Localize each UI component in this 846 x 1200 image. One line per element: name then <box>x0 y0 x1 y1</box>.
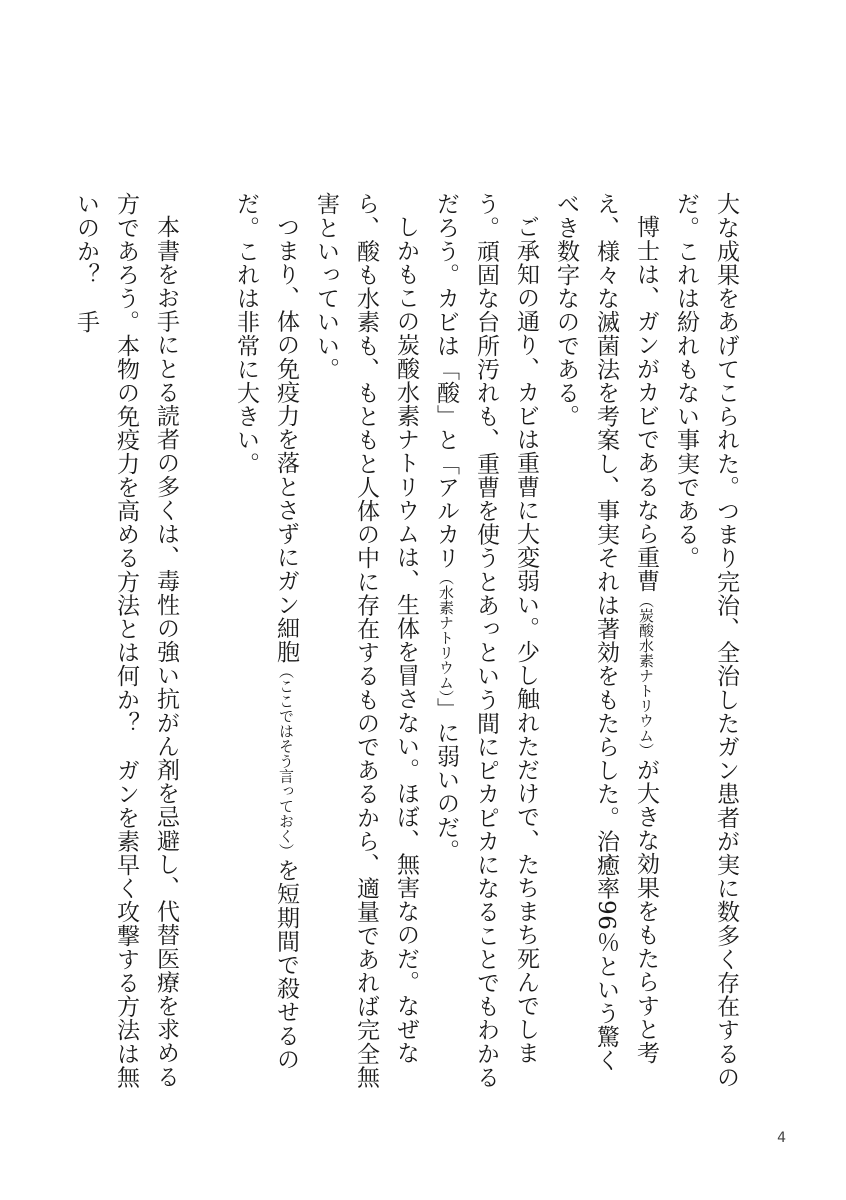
inline-note: （炭酸水素ナトリウム） <box>637 592 655 758</box>
body-text <box>73 192 746 1092</box>
paragraph-text: 」に弱いのだ。 <box>433 697 459 863</box>
paragraph-text: を短期間で殺せるのだ。これは非常に大きい。 <box>233 192 299 1071</box>
paragraph-6 <box>66 192 186 1092</box>
paragraph-text: ご承知の通り、カビは重曹に大変弱い。少し触れただけで、たちまち死んでしまう。頑固な台所汚れも、重曹を使うとあっという間にピカピカになることでもわかるだろう。カビは「酸」と「アルカリ <box>433 192 539 1089</box>
paragraph-2 <box>546 192 666 1092</box>
paragraph-5 <box>226 192 306 1092</box>
paragraph-text: しかもこの炭酸水素ナトリウムは、生体を冒さない。ほぼ、無害なのだ。なぜなら、酸も水素も、もともと人体の中に存在するものであるから、適量であれば完全無害といっていい。 <box>313 192 419 1089</box>
paragraph-text: が大きな効果をもたらすと考え、様々な滅菌法を考案し、事実それは著効をもたらした。治癒率96％という驚くべき数字なのである。 <box>553 192 659 1073</box>
inline-note: （水素ナトリウム） <box>437 569 455 698</box>
paragraph-text: 博士は、ガンがカビであるなら重曹 <box>633 215 659 593</box>
paragraph-text: つまり、体の免疫力を落とさずにガン細胞 <box>273 215 299 664</box>
page-number: 4 <box>777 1130 786 1146</box>
paragraph-text: 大な成果をあげてこられた。つまり完治、全治したガン患者が実に数多く存在するのだ。これは紛れもない事実である。 <box>673 192 739 1089</box>
paragraph-text: 本書をお手にとる読者の多くは、毒性の強い抗がん剤を忌避し、代替医療を求める方であろう。本物の免疫力を高める方法とは何か？ ガンを素早く攻撃する方法は無いのか？ 手 <box>73 192 179 1089</box>
inline-note: （ここではそう言っておく） <box>277 663 295 859</box>
paragraph-3 <box>426 192 546 1092</box>
paragraph-4 <box>306 192 426 1092</box>
paragraph-1 <box>666 192 746 1092</box>
